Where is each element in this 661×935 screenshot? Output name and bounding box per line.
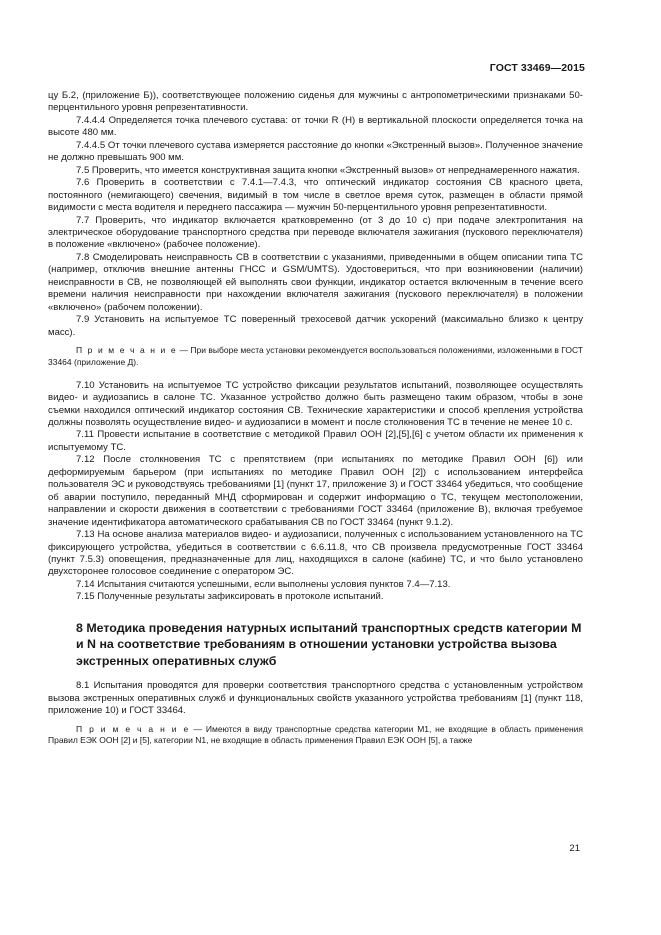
spacer: [48, 604, 583, 620]
note-paragraph: [48, 345, 583, 369]
note-label: П р и м е ч а н и е: [76, 723, 190, 734]
page-body: [48, 90, 583, 747]
paragraph-7-6: 7.6 Проверить в соответствии с 7.4.1—7.4.3, что оптический индикатор состояния СВ красного цвета, постоянного (немигающего) свечения, видимый в том числе в светлое время суток, размещен в области прямой видимости с места водителя и переднего пассажира — мужчин 50-перцентильного уровня репрезентативности.: [48, 177, 583, 214]
note-text: — При выборе места установки рекомендуется воспользоваться положениями, изложенными в ГОСТ 33464 (приложение Д).: [48, 345, 584, 367]
note-label: П р и м е ч а н и е: [76, 345, 178, 356]
paragraph-8-1: 8.1 Испытания проводятся для проверки соответствия транспортного средства с установленным устройством вызова экстренных оперативных служб и функциональных свойств указанного устройства требованиям [1] (пункт 118, приложение 10) и ГОСТ 33464.: [48, 680, 583, 717]
paragraph-7-11: 7.11 Провести испытание в соответствие с методикой Правил ООН [2],[5],[6] с учетом области их применения к испытуемому ТС.: [48, 429, 583, 453]
paragraph-7-5: 7.5 Проверить, что имеется конструктивная защита кнопки «Экстренный вызов» от непреднамеренного нажатия.: [76, 164, 580, 176]
paragraph-7-10: 7.10 Установить на испытуемое ТС устройство фиксации результатов испытаний, позволяющее осуществлять видео- и аудиозапись в салоне ТС. Указанное устройство должно быть размещено таким образом, чтобы в зоне съемки находился оптический индикатор состояния СВ. Технические характеристики и способ крепления устройства должны позволять осуществление видео- и аудиозаписи в момент и после столкновения ТС в течение не менее 10 с.: [48, 379, 583, 429]
paragraph-7-15: 7.15 Полученные результаты зафиксировать в протоколе испытаний.: [76, 591, 384, 603]
document-header: [490, 62, 585, 74]
paragraph-7-14: 7.14 Испытания считаются успешными, если выполнены условия пунктов 7.4—7.13.: [76, 578, 451, 590]
paragraph-7-13: 7.13 На основе анализа материалов видео- и аудиозаписи, полученных с использованием установленного на ТС фиксирующего устройства, убедиться в соответствии с 6.6.11.8, что СВ произвела предусмотренные ГОСТ 33464 (пункт 7.5.3) оповещения, предназначенные для лиц, находящихся в салоне (кабине) ТС, и что было установлено двухсторонее голосовое соединение с оператором ЭС.: [48, 529, 583, 578]
paragraph-7-7: 7.7 Проверить, что индикатор включается кратковременно (от 3 до 10 с) при подаче электропитания на электрическое оборудование транспортного средства при переводе включателя зажигания (пускового переключателя) в положение «включено» (рабочее положение).: [48, 214, 583, 251]
paragraph-7-9: 7.9 Установить на испытуемое ТС поверенный трехосевой датчик ускорений (максимально близко к центру масс).: [48, 314, 583, 338]
spacer: [48, 369, 583, 380]
standard-number: ГОСТ 33469—2015: [489, 62, 585, 74]
paragraph-7-8: 7.8 Смоделировать неисправность СВ в соответствии с указаниями, приведенными в общем описании типа ТС (например, отключив внешние антенны ГНСС и GSM/UMTS). Удостовериться, что при возникновении (наличии) неисправности в СВ, не позволяющей ей выполнять свои функции, индикатор остается включенным в течение всего времени наличия неисправности при нахождении включателя зажигания (пускового переключателя) в положении «включено» (рабочем положении).: [48, 251, 583, 313]
note-text: — Имеются в виду транспортные средства категории M1, не входящие в область применения Правил ЕЭК ООН [2] и [5], категории N1, не входящие в область применения Правил ЕЭК ООН [5], а также: [48, 723, 583, 746]
paragraph-7-4-4-5: 7.4.4.5 От точки плечевого сустава измеряется расстояние до кнопки «Экстренный вызов». Полученное значение не должно превышать 900 мм.: [48, 139, 583, 164]
page-number: 21: [569, 843, 580, 854]
paragraph-7-12: 7.12 После столкновения ТС с препятствием (при испытаниях по методике Правил ООН [6]) или деформируемым барьером (при испытаниях по методике Правил ООН [2]) с использованием интерфейса пользователя ЭС и руководствуясь требованиями [1] (пункт 17, приложение 3) и ГОСТ 33464 убедиться, что сообщение об аварии поступило, переданный МНД сформирован и содержит информацию о ТС, текущем местоположении, направлении и скорости движения в соответствии с требованиями ГОСТ 33464 (приложение В), включая требуемое значение идентификатора автоматического срабатывания СВ по ГОСТ 33464 (пункт 9.1.2).: [48, 454, 583, 528]
paragraph-7-4-4-4: 7.4.4.4 Определяется точка плечевого сустава: от точки R (H) в вертикальной плоскости определяется точка на высоте 480 мм.: [48, 114, 583, 139]
section-8-heading: 8 Методика проведения натурных испытаний транспортных средств категории M и N на соответствие требованиям в отношении установки устройства вызова экстренных оперативных служб: [76, 620, 582, 668]
paragraph-continuation: цу Б.2, (приложение Б)), соответствующее положению сиденья для мужчины с антропометрическими признаками 50-перцентильного уровня репрезентативности.: [48, 90, 583, 114]
note-paragraph: [48, 724, 583, 748]
spacer: [48, 669, 583, 680]
